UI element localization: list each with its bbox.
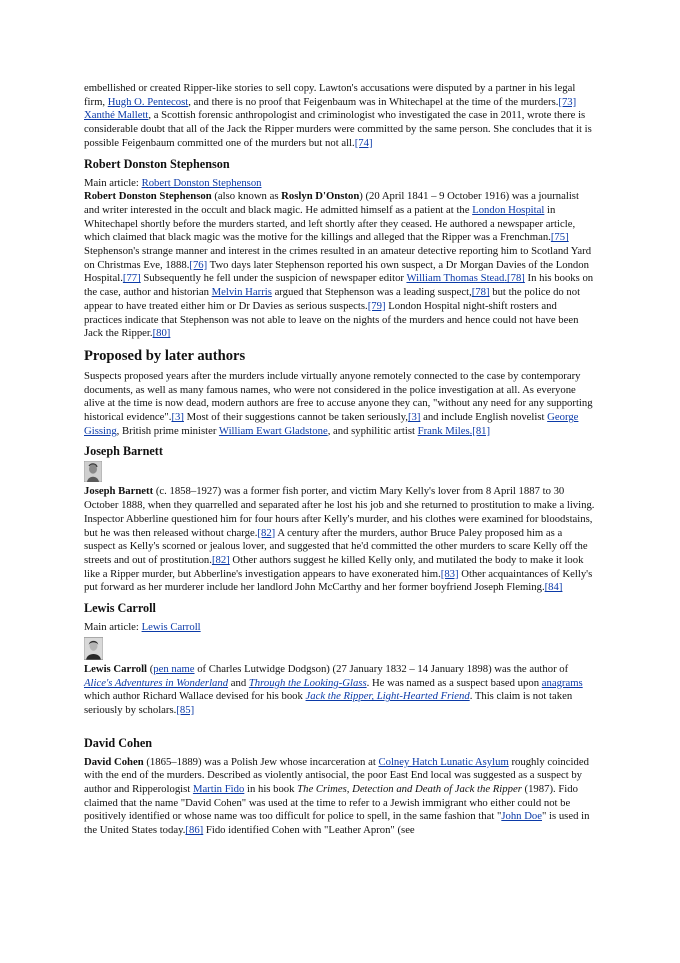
- link-main-article-stephenson[interactable]: Robert Donston Stephenson: [141, 176, 262, 189]
- carroll-paragraph: [84, 663, 596, 718]
- link-xanthe-mallett[interactable]: Xanthé Mallett: [84, 109, 149, 122]
- heading-robert-donston-stephenson: Robert Donston Stephenson: [84, 156, 230, 171]
- text: in Whitechapel shortly before the murders started, and left shortly after they ceased. He authored a newspaper article, which claimed that black magic was the motive for the killings and alleged that the Ripper was a Frenchman.: [84, 203, 576, 244]
- citation-78[interactable]: .[78]: [504, 272, 525, 285]
- citation-76[interactable]: [76]: [189, 258, 208, 271]
- link-william-thomas-stead[interactable]: William Thomas Stead: [406, 272, 505, 285]
- link-frank-miles[interactable]: Frank Miles: [417, 424, 470, 437]
- text: , and there is no proof that Feigenbaum was in Whitechapel at the time of the murders.: [188, 95, 559, 108]
- bold-name: Robert Donston Stephenson: [84, 190, 212, 203]
- citation-73[interactable]: [73]: [558, 95, 577, 108]
- citation-79[interactable]: [79]: [367, 299, 386, 312]
- text: Other authors suggest he killed Kelly only, and mutilated the body to make it look like a Ripper murder, but Abberline's investigation appears to have exonerated him.: [84, 553, 584, 580]
- text: In his books on the case, author and historian: [84, 272, 594, 299]
- barnett-paragraph: [84, 485, 596, 595]
- stephenson-paragraph: [84, 190, 596, 341]
- citation-81[interactable]: .[81]: [469, 424, 491, 437]
- citation-86[interactable]: [86]: [185, 824, 204, 837]
- link-colney-hatch-lunatic-asylum[interactable]: Colney Hatch Lunatic Asylum: [378, 755, 509, 768]
- italic-title: Alice's Adventures in Wonderland: [84, 676, 229, 689]
- intro-paragraph: [84, 82, 596, 151]
- text: argued that Stephenson was a leading suspect,: [271, 286, 472, 299]
- link-john-doe[interactable]: John Doe: [501, 810, 542, 823]
- text: , British prime minister: [116, 424, 219, 437]
- bold-name: David Cohen: [84, 755, 144, 768]
- text: which author Richard Wallace devised for his book: [84, 690, 306, 703]
- text: Subsequently he fell under the suspicion of newspaper editor: [140, 272, 407, 285]
- main-article-note: [84, 621, 596, 635]
- text: Suspects proposed years after the murders include virtually anyone remotely connected to the case by contemporary documents, as well as many famous names, who were not considered in the police investigation at all. As everyone alive at the time is now dead, modern authors are free to accuse anyone they can, "without any need for any supporting historical evidence".: [84, 369, 593, 424]
- citation-3-second[interactable]: [3]: [407, 411, 421, 424]
- bold-name: Lewis Carroll: [84, 662, 148, 675]
- link-anagrams[interactable]: anagrams: [541, 676, 583, 689]
- bold-alias: Roslyn D'Onston: [281, 190, 360, 203]
- citation-74[interactable]: [74]: [354, 136, 373, 149]
- text: (: [147, 662, 154, 675]
- text: Two days later Stephenson reported his own suspect, a Dr Morgan Davies of the London Hospital.: [84, 258, 589, 285]
- article-content: [84, 82, 596, 838]
- text: Main article:: [84, 621, 142, 634]
- text: and include English novelist: [420, 411, 548, 424]
- text: " is used in the United States today.: [84, 810, 590, 837]
- italic-title: Jack the Ripper, Light-Hearted Friend: [305, 690, 470, 703]
- text: Fido identified Cohen with "Leather Apron" (see: [203, 824, 415, 837]
- text: ) (20 April 1841 – 9 October 1916) was a journalist and writer interested in the occult and black magic. He admitted himself as a patient at the: [84, 190, 579, 216]
- text: Other acquaintances of Kelly's put forward as her murderer include her landlord John McCarthy and her former boyfriend Joseph Fleming.: [84, 567, 593, 594]
- citation-82-second[interactable]: [82]: [211, 553, 230, 566]
- citation-84[interactable]: [84]: [544, 581, 563, 594]
- citation-3[interactable]: [3]: [171, 411, 184, 424]
- main-article-note: [84, 177, 596, 191]
- text: of Charles Lutwidge Dodgson) (27 January 1832 – 14 January 1898) was the author of: [194, 662, 569, 675]
- heading-lewis-carroll: Lewis Carroll: [84, 601, 156, 616]
- text: embellished or created Ripper-like stories to sell copy. Lawton's accusations were disputed by a partner in his legal firm,: [84, 82, 576, 108]
- text: roughly coincided with the end of the murders. Described as violently antisocial, the poor East End local was suggested as a suspect by author and Ripperologist: [84, 755, 589, 796]
- citation-77[interactable]: [77]: [122, 272, 141, 285]
- text: (also known as: [211, 190, 282, 203]
- link-william-ewart-gladstone[interactable]: William Ewart Gladstone: [218, 424, 328, 437]
- link-melvin-harris[interactable]: Melvin Harris: [211, 286, 272, 299]
- link-through-the-looking-glass[interactable]: [249, 677, 367, 689]
- portrait-thumbnail-barnett[interactable]: [84, 461, 102, 482]
- citation-80[interactable]: [80]: [152, 327, 171, 340]
- link-pen-name[interactable]: pen name: [153, 662, 195, 675]
- link-london-hospital[interactable]: London Hospital: [472, 203, 545, 216]
- heading-proposed-by-later-authors: Proposed by later authors: [84, 347, 246, 364]
- link-alices-adventures[interactable]: [84, 677, 228, 689]
- link-martin-fido[interactable]: Martin Fido: [192, 783, 245, 796]
- text: London Hospital night-shift rosters and practices indicate that Stephenson was not able to leave on the nights of the murders and hence could not have been Jack the Ripper.: [84, 299, 579, 340]
- citation-85[interactable]: [85]: [176, 703, 195, 716]
- italic-book-title: The Crimes, Detection and Death of Jack the Ripper: [297, 783, 522, 796]
- text: but the police do not appear to have treated either him or Dr Davies as serious suspects.: [84, 286, 581, 312]
- text: in his book: [244, 783, 298, 796]
- italic-title: Through the Looking-Glass: [248, 676, 367, 689]
- portrait-thumbnail-carroll[interactable]: [84, 637, 103, 660]
- citation-83[interactable]: [83]: [440, 567, 459, 580]
- bold-name: Joseph Barnett: [84, 485, 154, 498]
- text: and: [228, 676, 249, 689]
- text: , and syphilitic artist: [327, 424, 418, 437]
- text: A century after the murders, author Bruce Paley proposed him as a suspect as Kelly's scorned or jealous lover, and suggested that he'd committed the other murders to scare Kelly off the streets and out of prostitution.: [84, 526, 588, 566]
- heading-joseph-barnett: Joseph Barnett: [84, 444, 163, 459]
- text: Main article:: [84, 176, 142, 189]
- link-hugh-pentecost[interactable]: Hugh O. Pentecost: [107, 95, 189, 108]
- link-main-article-carroll[interactable]: Lewis Carroll: [141, 621, 201, 634]
- cohen-paragraph: [84, 756, 596, 838]
- link-george-gissing[interactable]: George Gissing: [84, 411, 579, 437]
- text: Most of their suggestions cannot be taken seriously,: [183, 411, 408, 424]
- citation-82[interactable]: [82]: [257, 526, 276, 539]
- link-jack-the-ripper-light-hearted-friend[interactable]: [306, 690, 470, 702]
- text: Stephenson's strange manner and interest in the crimes resulted in an amateur detective reporting him to Scotland Yard on Christmas Eve, 1888.: [84, 245, 592, 271]
- text: , a Scottish forensic anthropologist and criminologist who investigated the case in 2011, wrote there is considerable doubt that all of the Jack the Ripper murders were committed by the same person. She concludes that it is possible Feigenbaum committed one of the murders but not all.: [84, 109, 592, 149]
- text: (1987). Fido claimed that the name "David Cohen" was used at the time to refer to a Jewish immigrant who either could not be positively identified or whose name was too difficult for police to spell, in the same fashion that ": [84, 783, 578, 823]
- citation-78-second[interactable]: [78]: [471, 286, 490, 299]
- heading-david-cohen: David Cohen: [84, 735, 153, 750]
- text: . This claim is not taken seriously by scholars.: [84, 690, 573, 716]
- text: . He was named as a suspect based upon: [366, 676, 542, 689]
- later-authors-paragraph: [84, 370, 596, 439]
- text: (c. 1858–1927) was a former fish porter, and victim Mary Kelly's lover from 8 April 1887 to 30 October 1888, when they quarrelled and separated after he lost his job and she returned to prostitution to make a living. Inspector Abberline questioned him for four hours after Kelly's murder, and his clothes were examined for bloodstains, but he was then released without charge.: [84, 485, 595, 539]
- text: (1865–1889) was a Polish Jew whose incarceration at: [143, 755, 379, 768]
- citation-75[interactable]: [75]: [550, 231, 569, 244]
